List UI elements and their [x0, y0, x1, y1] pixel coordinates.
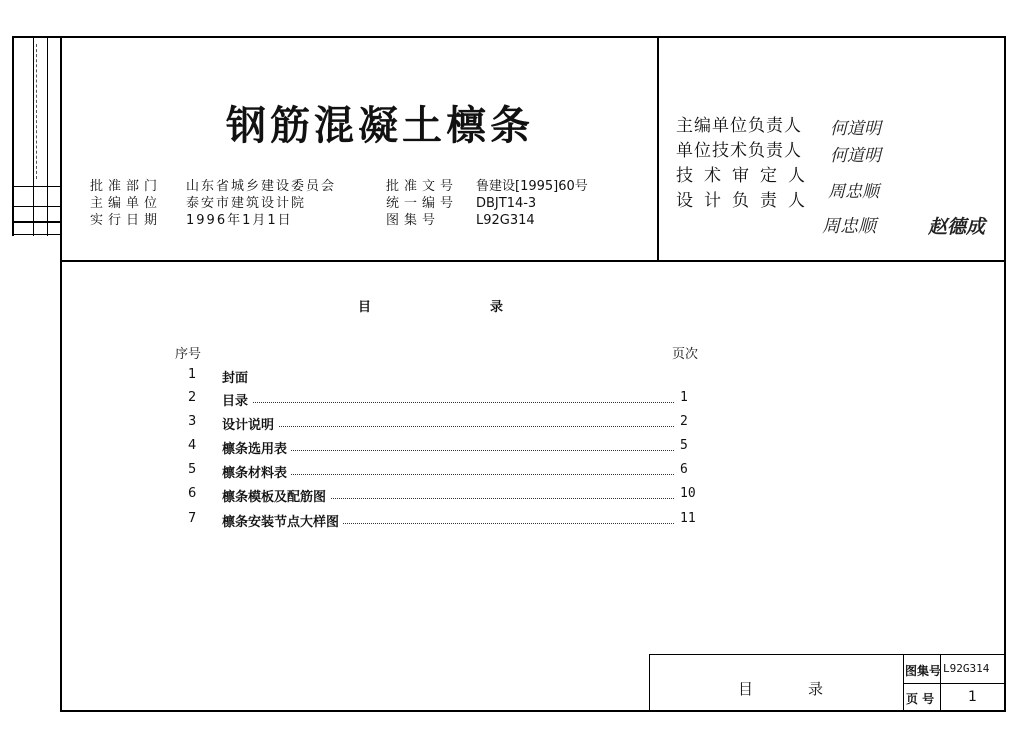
toc-row-no: 7: [188, 511, 197, 526]
toc-row-label: 目录: [222, 390, 252, 409]
signature-2: 何道明: [830, 146, 881, 166]
signature-1: 何道明: [830, 119, 881, 139]
toc-row-label: 封面: [222, 367, 252, 386]
toc-row: [176, 462, 696, 484]
toc-row: [176, 438, 696, 460]
binding-scribble: [36, 44, 47, 179]
approval-value-date: 1996年1月1日: [186, 213, 293, 228]
approval-value-editor: 泰安市建筑设计院: [186, 196, 307, 211]
toc-row: [176, 367, 696, 389]
toc-row-page: 1: [680, 390, 688, 405]
approval-left-values: [186, 178, 336, 229]
toc-col-page: 页次: [672, 347, 699, 362]
approval-right-labels: [386, 178, 458, 229]
toc-row-label: 檩条安装节点大样图: [222, 511, 343, 530]
title-block-name-left: 目: [738, 680, 754, 698]
toc-title-right: 录: [490, 300, 504, 315]
role-chief-editor: 主编单位负责人: [676, 116, 802, 136]
role-designer: 设计负责人: [676, 191, 816, 211]
toc-row-page: 5: [680, 438, 688, 453]
toc-row-no: 4: [188, 438, 197, 453]
title-block-page-label: 页 号: [906, 692, 935, 706]
signature-5: 赵德成: [928, 216, 986, 238]
approval-left-labels: [90, 178, 162, 229]
toc-row-page: 2: [680, 414, 688, 429]
page-title: 钢筋混凝土檩条: [226, 103, 534, 149]
toc-title-left: 目: [358, 300, 372, 315]
approval-label-date: 实行日期: [90, 213, 163, 228]
title-block-atlas-label: 图集号: [905, 664, 942, 678]
leader-dots: [222, 402, 674, 403]
approval-label-editor: 主编单位: [90, 196, 163, 211]
toc-row-no: 2: [188, 390, 197, 405]
toc-row-no: 3: [188, 414, 197, 429]
signature-3: 周忠顺: [828, 182, 879, 202]
toc-row: [176, 414, 696, 436]
signature-4: 周忠顺: [822, 216, 876, 237]
toc-row-label: 檩条材料表: [222, 462, 291, 481]
responsibility-roles: [676, 114, 816, 214]
role-tech-lead: 单位技术负责人: [676, 141, 802, 161]
toc-row: [176, 390, 696, 412]
toc-row-label: 檩条模板及配筋图: [222, 486, 330, 505]
toc-row: [176, 486, 696, 508]
approval-label-unified-no: 统一编号: [386, 196, 459, 211]
approval-value-dept: 山东省城乡建设委员会: [186, 179, 337, 194]
approval-value-atlas-no: L92G314: [476, 213, 535, 228]
title-block-page-value: 1: [968, 689, 977, 705]
title-block-atlas-value: L92G314: [943, 662, 990, 675]
title-block-name-right: 录: [808, 680, 824, 698]
toc-row-no: 5: [188, 462, 197, 477]
toc-row-label: 设计说明: [222, 414, 278, 433]
approval-right-values: [476, 178, 588, 229]
toc-row-page: 6: [680, 462, 688, 477]
approval-value-doc-no: 鲁建设[1995]60号: [476, 179, 588, 194]
toc-row: [176, 511, 696, 533]
leader-dots: [222, 426, 674, 427]
toc-row-label: 檩条选用表: [222, 438, 291, 457]
binding-strip: [12, 36, 62, 236]
role-reviewer: 技术审定人: [676, 166, 816, 186]
toc-row-page: 11: [680, 511, 696, 526]
toc-row-no: 1: [188, 367, 197, 382]
toc-row-no: 6: [188, 486, 197, 501]
approval-label-dept: 批准部门: [90, 179, 163, 194]
approval-label-doc-no: 批准文号: [386, 179, 459, 194]
toc-col-no: 序号: [175, 347, 202, 362]
toc-row-page: 10: [680, 486, 696, 501]
approval-value-unified-no: DBJT14-3: [476, 196, 537, 211]
approval-label-atlas-no: 图集号: [386, 213, 441, 228]
